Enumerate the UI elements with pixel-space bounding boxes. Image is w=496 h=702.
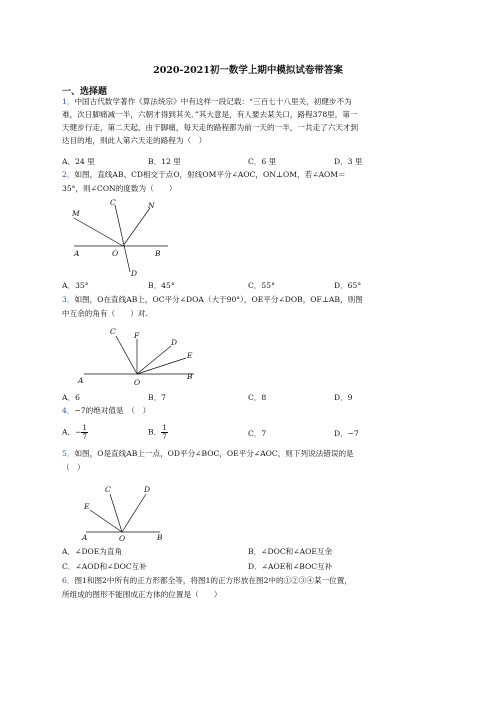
q3-line-2: 中互余的角有（ ）对. bbox=[62, 309, 148, 318]
q4-number: 4． bbox=[62, 406, 75, 415]
q5-option-c: C．∠AOD和∠DOC互补 bbox=[62, 562, 147, 571]
q4-a-numerator: 1 bbox=[82, 424, 87, 432]
q2-option-c: C．55° bbox=[248, 281, 275, 290]
q4-option-a-fraction bbox=[81, 424, 87, 441]
q3-option-b: B．7 bbox=[148, 393, 167, 402]
q2-label-o: O bbox=[112, 249, 119, 258]
q5-line-1 bbox=[62, 449, 354, 459]
q1-line-4: 达目的地，则此人第六天走的路程为（ ） bbox=[62, 136, 207, 145]
q4-option-a bbox=[62, 424, 88, 441]
q2-figure bbox=[68, 196, 178, 278]
q3-label-b: B bbox=[187, 372, 193, 381]
q5-option-b: B．∠DOC和∠AOE互余 bbox=[248, 547, 333, 556]
q2-number: 2． bbox=[62, 170, 75, 179]
q2-option-d: D．65° bbox=[334, 281, 362, 290]
q6-text-1: 图1和图2中所有的正方形都全等，将图1的正方形放在图2中的①②③④某一位置， bbox=[74, 576, 352, 585]
q3-text-1: 如图，O在直线AB上，OC平分∠DOA（大于90°），OE平分∠DOB，OF⊥AB，则图 bbox=[74, 295, 363, 304]
q2-option-a: A．35° bbox=[62, 281, 89, 290]
q3-number: 3． bbox=[62, 295, 75, 304]
q6-number: 6． bbox=[62, 576, 75, 585]
q3-figure bbox=[70, 322, 200, 388]
q2-label-n: N bbox=[148, 201, 155, 210]
q4-a-denominator: 7 bbox=[82, 433, 87, 441]
q3-label-a: A bbox=[78, 376, 84, 385]
q1-line-1 bbox=[62, 97, 352, 107]
q6-line-1 bbox=[62, 576, 352, 586]
q2-ray-om bbox=[74, 218, 123, 246]
q4-option-a-prefix: A．− bbox=[62, 427, 82, 437]
q3-option-d: D．9 bbox=[334, 393, 353, 402]
q6-line-2: 所组成的图形不能围成正方体的位置是（ ） bbox=[62, 590, 222, 599]
q1-line-3: 天健步行走，第二天起，由于脚痛，每天走的路程都为前一天的一半，一共走了六天才到 bbox=[62, 123, 359, 132]
section-heading: 一、选择题 bbox=[62, 87, 108, 97]
q1-option-c: C．6 里 bbox=[248, 157, 277, 166]
q1-option-b: B．12 里 bbox=[148, 157, 181, 166]
q5-label-d: D bbox=[144, 485, 151, 494]
q4-line-1 bbox=[62, 406, 150, 416]
q2-label-a: A bbox=[74, 249, 80, 258]
q4-option-b bbox=[148, 424, 168, 441]
q3-ray-od bbox=[137, 346, 171, 374]
q1-option-a: A．24 里 bbox=[62, 157, 95, 166]
q1-number: 1． bbox=[62, 97, 75, 106]
q3-ray-oc bbox=[116, 336, 137, 374]
q3-line-1 bbox=[62, 295, 363, 305]
q1-line-2: 难，次日脚痛减一半，六朝才得到其关．”其大意是，有人要去某关口，路程378里，第一 bbox=[62, 110, 358, 119]
q1-option-d: D．3 里 bbox=[334, 157, 363, 166]
q2-label-c: C bbox=[110, 198, 116, 207]
q5-label-a: A bbox=[82, 533, 88, 542]
q2-line-2: 35°，则∠CON的度数为（ ） bbox=[62, 184, 177, 193]
q5-text-1: 如图，O是直线AB上一点，OD平分∠BOC，OE平分∠AOC，则下列说法错误的是 bbox=[74, 449, 354, 458]
q5-option-d: D．∠AOE和∠BOC互补 bbox=[248, 562, 333, 571]
q2-line-cd bbox=[115, 205, 130, 272]
q2-ray-on bbox=[123, 208, 150, 246]
q4-text-1: −7的绝对值是 （ ） bbox=[74, 406, 151, 415]
q2-option-b: B．45° bbox=[148, 281, 175, 290]
q5-figure bbox=[72, 476, 172, 542]
q3-label-f: F bbox=[134, 331, 140, 340]
q4-option-c: C．7 bbox=[248, 429, 267, 438]
q5-label-e: E bbox=[84, 502, 90, 511]
q2-label-m: M bbox=[72, 209, 80, 218]
q1-text-1: 中国古代数学著作《算法统宗》中有这样一段记载：“三百七十八里关，初健步不为 bbox=[74, 97, 352, 106]
q5-ray-oe bbox=[90, 510, 122, 532]
q4-option-d: D．−7 bbox=[334, 429, 359, 438]
page-title: 2020-2021初一数学上期中模拟试卷带答案 bbox=[153, 65, 343, 76]
q3-ray-oe bbox=[137, 358, 186, 374]
q3-label-e: E bbox=[187, 351, 193, 360]
q2-text-1: 如图，直线AB、CD相交于点O，射线OM平分∠AOC，ON⊥OM，若∠AOM＝ bbox=[74, 170, 346, 179]
q4-b-numerator: 1 bbox=[162, 424, 167, 432]
q5-label-c: C bbox=[105, 485, 111, 494]
q3-label-d: D bbox=[171, 338, 178, 347]
q3-label-c: C bbox=[110, 327, 116, 336]
q5-line-2: （ ） bbox=[62, 463, 85, 472]
q2-line-1 bbox=[62, 170, 346, 180]
q5-label-b: B bbox=[157, 533, 163, 542]
q5-option-a: A．∠DOE为直角 bbox=[62, 547, 123, 556]
q4-option-b-prefix: B． bbox=[148, 427, 162, 437]
q5-ray-od bbox=[122, 494, 146, 532]
q3-label-o: O bbox=[134, 378, 141, 387]
q4-option-b-fraction bbox=[161, 424, 167, 441]
q4-b-denominator: 7 bbox=[162, 433, 167, 441]
q3-option-a: A．6 bbox=[62, 393, 80, 402]
q5-label-o: O bbox=[119, 534, 126, 543]
q2-label-b: B bbox=[155, 249, 161, 258]
q5-number: 5． bbox=[62, 449, 75, 458]
q3-option-c: C．8 bbox=[248, 393, 267, 402]
q2-label-d: D bbox=[131, 269, 138, 278]
q5-ray-oc bbox=[110, 494, 122, 532]
